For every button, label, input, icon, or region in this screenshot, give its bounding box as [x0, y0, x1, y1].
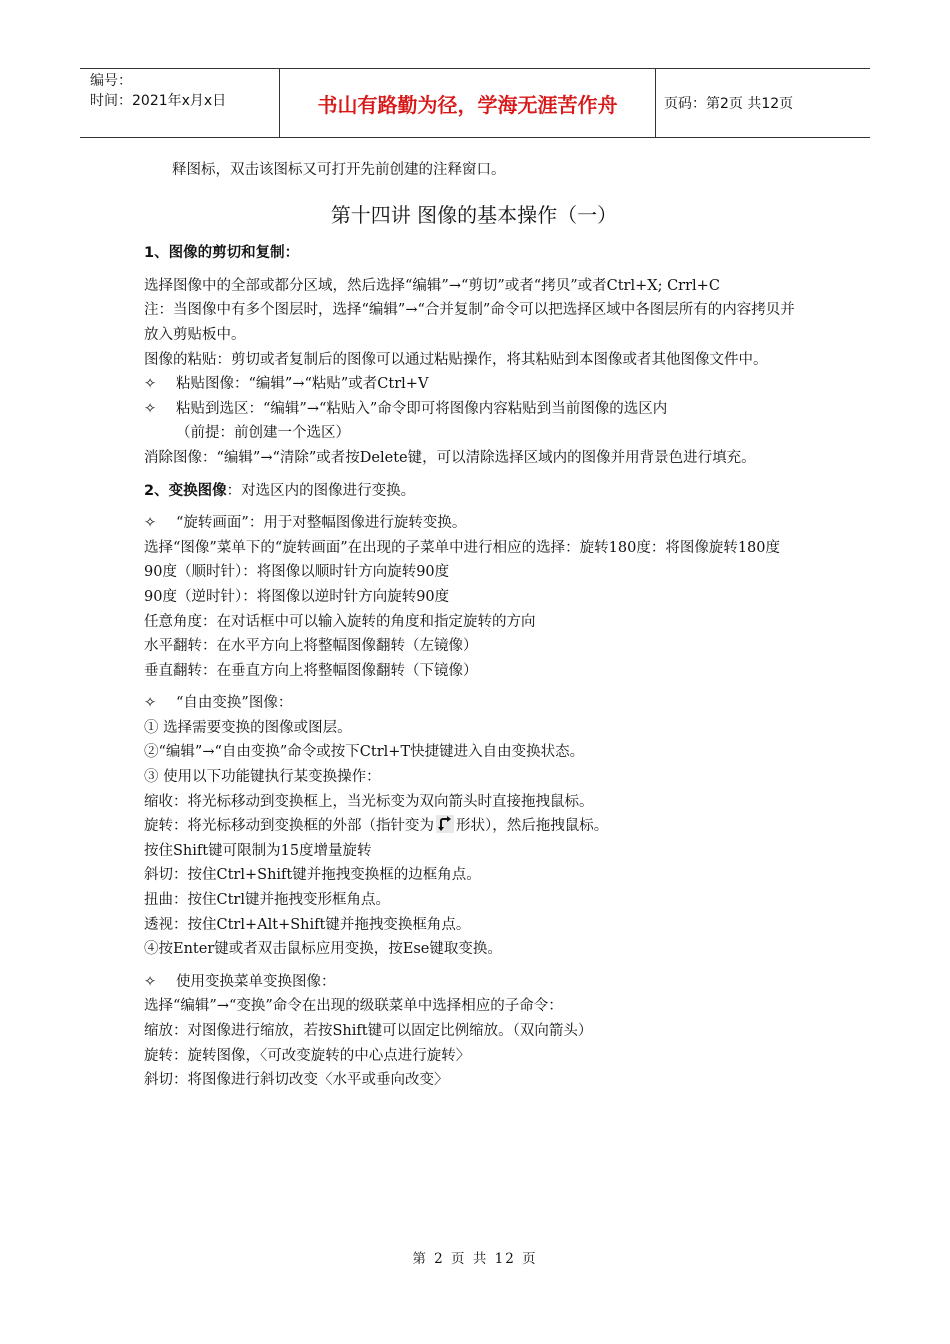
paragraph: 缩收：将光标移动到变换框上，当光标变为双向箭头时直接拖拽鼠标。 — [144, 793, 594, 810]
header-motto: 书山有路勤为径，学海无涯苦作舟 — [280, 69, 656, 137]
paragraph: 斜切：将图像进行斜切改变〈水平或垂向改变〉 — [144, 1072, 449, 1089]
paragraph: 释图标，双击该图标又可打开先前创建的注释窗口。 — [172, 162, 506, 178]
paragraph: 90度（顺时针）：将图像以顺时针方向旋转90度 — [144, 564, 450, 581]
numbered-item: ③ 使用以下功能键执行某变换操作： — [144, 769, 381, 786]
paragraph: 水平翻转：在水平方向上将整幅图像翻转（左镜像） — [144, 638, 478, 655]
numbered-item: ④按Enter键或者双击鼠标应用变换，按Ese键取变换。 — [144, 941, 502, 958]
paragraph: 缩放：对图像进行缩放，若按Shift键可以固定比例缩放。（双向箭头） — [144, 1023, 593, 1039]
bullet-icon: ✧ — [144, 376, 157, 393]
bullet-item: ✧ 粘贴到选区：“编辑”→“粘贴入”命令即可将图像内容粘贴到当前图像的选区内 — [144, 397, 804, 422]
paragraph: 斜切：按住Ctrl+Shift键并拖拽变换框的边框角点。 — [144, 867, 481, 884]
rotate-cursor-icon — [436, 815, 454, 833]
bullet-icon: ✧ — [144, 695, 157, 712]
page-header — [80, 68, 870, 138]
paragraph: 选择“编辑”→“变换”命令在出现的级联菜单中选择相应的子命令： — [144, 998, 563, 1015]
bullet-continuation: （前提：前创建一个选区） — [176, 425, 350, 442]
paragraph: 注：当图像中有多个图层时，选择“编辑”→“合并复制”命令可以把选择区域中各图层所有的内容拷贝并放入剪贴板中。 — [144, 302, 795, 343]
paragraph: 旋转：将光标移动到变换框的外部（指针变为 形状），然后拖拽鼠标。 — [144, 814, 804, 839]
paragraph: 垂直翻转：在垂直方向上将整幅图像翻转（下镜像） — [144, 662, 478, 679]
bullet-item: ✧ “自由变换”图像： — [144, 691, 804, 716]
paragraph: 图像的粘贴：剪切或者复制后的图像可以通过粘贴操作，将其粘贴到本图像或者其他图像文件中。 — [144, 351, 768, 368]
paragraph: 旋转：旋转图像，〈可改变旋转的中心点进行旋转〉 — [144, 1047, 471, 1064]
paragraph: 按住Shift键可限制为15度增量旋转 — [144, 842, 372, 859]
paragraph: 任意角度：在对话框中可以输入旋转的角度和指定旋转的方向 — [144, 613, 536, 630]
section-heading: 1、图像的剪切和复制： — [144, 245, 300, 262]
bullet-item: ✧ 粘贴图像：“编辑”→“粘贴”或者Ctrl+V — [144, 372, 804, 397]
bullet-icon: ✧ — [144, 515, 157, 532]
paragraph: 选择“图像”菜单下的“旋转画面”在出现的子菜单中进行相应的选择：旋转180度：将图像旋转180度 — [144, 539, 780, 556]
document-body — [144, 158, 804, 1093]
bullet-icon: ✧ — [144, 400, 157, 417]
section-heading-2: 2、变换图像：对选区内的图像进行变换。 — [144, 482, 416, 499]
time-label: 时间：2021年x月x日 — [90, 93, 227, 109]
page-footer: 第 2 页 共 12 页 — [412, 1251, 538, 1267]
numbered-item: ① 选择需要变换的图像或图层。 — [144, 719, 352, 736]
header-page-info: 页码：第2页 共12页 — [664, 96, 794, 112]
paragraph: 扭曲：按住Ctrl键并拖拽变形框角点。 — [144, 892, 390, 909]
bullet-item: ✧ 使用变换菜单变换图像： — [144, 970, 804, 995]
header-meta — [80, 69, 280, 137]
numbered-item: ②“编辑”→“自由变换”命令或按下Ctrl+T快捷键进入自由变换状态。 — [144, 744, 585, 761]
bullet-item: ✧ “旋转画面”：用于对整幅图像进行旋转变换。 — [144, 511, 804, 536]
paragraph: 选择图像中的全部或都分区域，然后选择“编辑”→“剪切”或者“拷贝”或者Ctrl+X; Crrl+C — [144, 277, 720, 294]
code-label: 编号： — [90, 73, 132, 89]
paragraph: 消除图像：“编辑”→“清除”或者按Delete键，可以清除选择区域内的图像并用背景色进行填充。 — [144, 449, 756, 466]
lecture-title: 第十四讲 图像的基本操作（一） — [330, 202, 618, 227]
paragraph: 90度（逆时针）：将图像以逆时针方向旋转90度 — [144, 588, 450, 605]
bullet-icon: ✧ — [144, 973, 157, 990]
paragraph: 透视：按住Ctrl+Alt+Shift键并拖拽变换框角点。 — [144, 916, 471, 933]
